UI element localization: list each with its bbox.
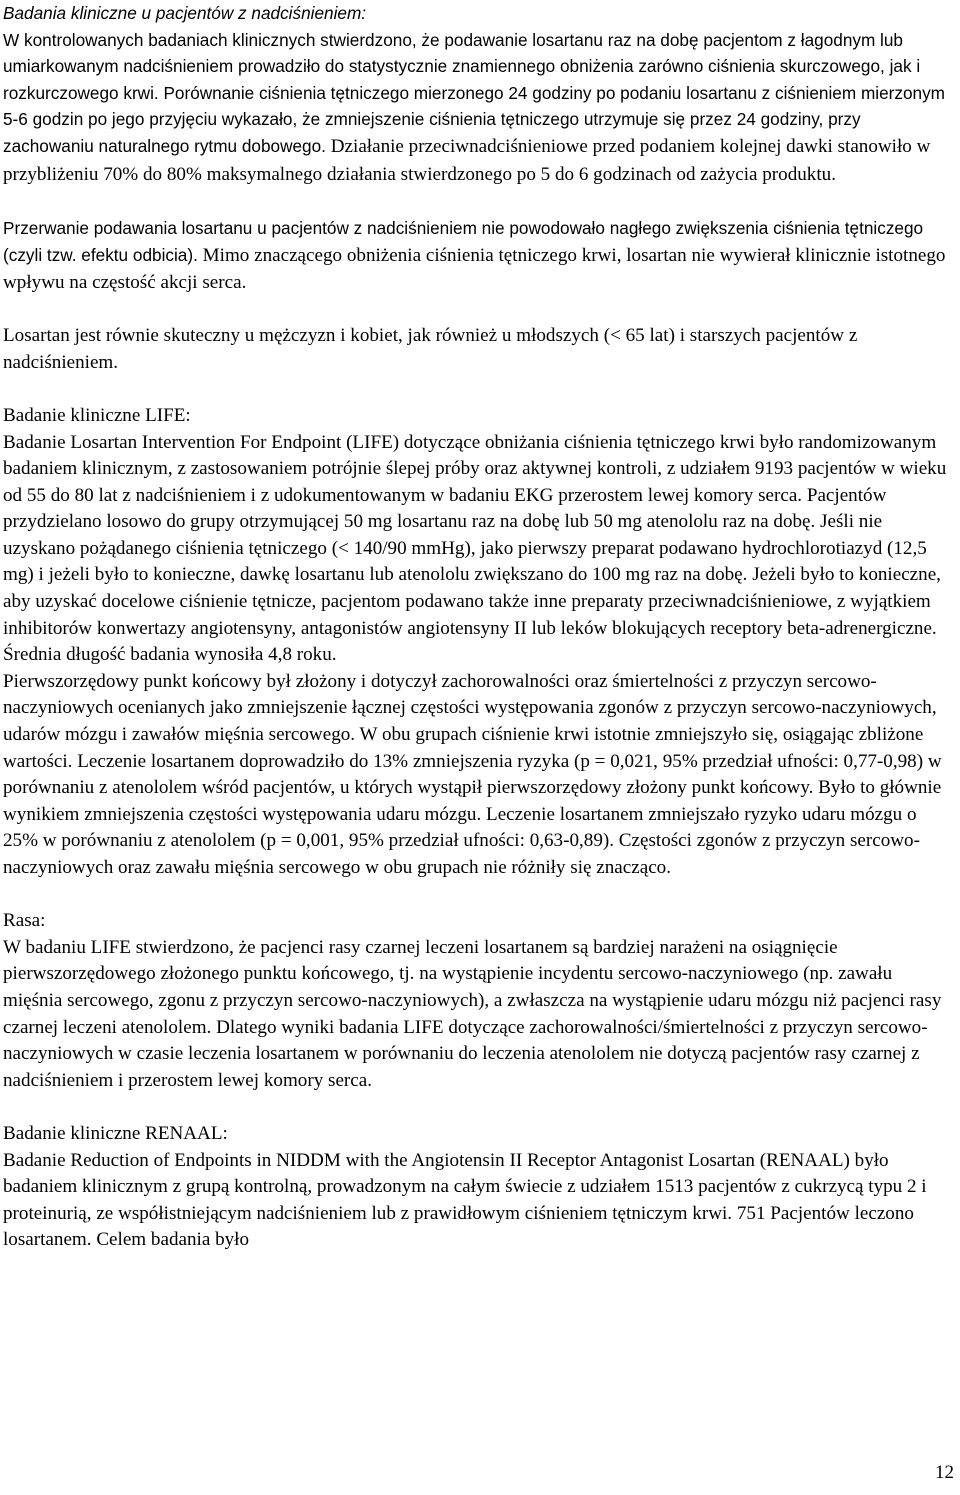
paragraph-gap — [3, 376, 954, 403]
paragraph-gap — [3, 297, 954, 324]
paragraph-text-sans: W kontrolowanych badaniach klinicznych stwierdzono, że podawanie losartanu raz na dobę pacjentom z łagodnym lub umiarkowanym nadciśnieniem prowadziło do statystycznie znamiennego obniżenia zarówno ciśnienia skurczowego, jak i rozkurczowego krwi. — [3, 29, 921, 103]
section-heading-life: Badanie kliniczne LIFE: — [3, 404, 191, 426]
paragraph-rasa: W badaniu LIFE stwierdzono, że pacjenci rasy czarnej leczeni losartanem są bardziej narażeni na osiągnięcie pierwszorzędowego złożonego punktu końcowego, tj. na wystąpienie incydentu sercowo-naczyniowego (np. zawału mięśnia sercowego, zgonu z przyczyn sercowo-naczyniowych), a zwłaszcza na wystąpienie udaru mózgu niż pacjenci rasy czarnej leczeni atenololem. Dlatego wyniki badania LIFE dotyczące zachorowalności/śmiertelności z przyczyn sercowo-naczyniowych w czasie leczenia losartanem w porównaniu do leczenia atenololem nie dotyczą pacjentów rasy czarnej z nadciśnieniem i przerostem lewej komory serca. — [3, 936, 942, 1091]
document-page — [3, 0, 954, 1254]
paragraph-text: Porównanie ciśnienia tętniczego mierzonego 24 godziny po podaniu losartanu z ciśnieniem mierzonym 5-6 godzin po jego przyjęciu wykazało, że zmniejszenie ciśnienia tętniczego utrzymuje się przez 24 godziny, przy zachowaniu naturalnego rytmu dobowego. — [3, 82, 945, 156]
paragraph-text-sans: Przerwanie podawania losartanu u pacjentów z nadciśnieniem nie powodowało nagłego zwiększenia ciśnienia tętniczego (czyli tzw. efektu odbicia). — [3, 217, 924, 266]
page-number: 12 — [935, 1462, 954, 1483]
paragraph-gap — [3, 188, 954, 215]
paragraph-life-endpoint: Pierwszorzędowy punkt końcowy był złożony i dotyczył zachorowalności oraz śmiertelności z przyczyn sercowo-naczyniowych ocenianych jako zmniejszenie łącznej częstości występowania zgonów z przyczyn sercowo-naczyniowych, udarów mózgu i zawałów mięśnia sercowego. W obu grupach ciśnienie krwi istotnie zmniejszyło się, osiągając zbliżone wartości. Leczenie losartanem doprowadziło do 13% zmniejszenia ryzyka (p = 0,021, 95% przedział ufności: 0,77-0,98) w porównaniu z atenololem wśród pacjentów, u których wystąpił pierwszorzędowy złożony punkt końcowy. Było to głównie wynikiem zmniejszenia częstości występowania udaru mózgu. Leczenie losartanem zmniejszało ryzyko udaru mózgu o 25% w porównaniu z atenololem (p = 0,001, 95% przedział ufności: 0,63-0,89). Częstości zgonów z przyczyn sercowo-naczyniowych oraz zawału mięśnia sercowego w obu grupach nie różniły się znacząco. — [3, 670, 942, 878]
section-heading: Badania kliniczne u pacjentów z nadciśnieniem: — [3, 3, 367, 23]
section-hypertension-trials — [3, 0, 954, 188]
paragraph-efficacy: Losartan jest równie skuteczny u mężczyzn i kobiet, jak również u młodszych (< 65 lat) i starszych pacjentów z nadciśnieniem. — [3, 325, 858, 373]
section-heading-renaal: Badanie kliniczne RENAAL: — [3, 1122, 228, 1144]
paragraph-text: Działanie przeciwnadciśnieniowe przed podaniem kolejnej dawki stanowiło w przybliżeniu 70% do 80% maksymalnego działania stwierdzonego po 5 do 6 godzinach od zażycia produktu. — [3, 135, 931, 185]
paragraph-text: Mimo znaczącego obniżenia ciśnienia tętniczego krwi, losartan nie wywierał klinicznie istotnego wpływu na częstość akcji serca. — [3, 245, 946, 293]
paragraph-renaal: Badanie Reduction of Endpoints in NIDDM with the Angiotensin II Receptor Antagonist Losartan (RENAAL) było badaniem klinicznym z grupą kontrolną, prowadzonym na całym świecie z udziałem 1513 pacjentów z cukrzycą typu 2 i proteinurią, ze współistniejącym nadciśnieniem lub z prawidłowym ciśnieniem tętniczym krwi. 751 Pacjentów leczono losartanem. Celem badania było — [3, 1149, 927, 1251]
paragraph-gap — [3, 882, 954, 909]
section-heading-rasa: Rasa: — [3, 910, 46, 932]
paragraph-rebound — [3, 215, 954, 297]
paragraph-gap — [3, 1094, 954, 1121]
paragraph-life-design: Badanie Losartan Intervention For Endpoint (LIFE) dotyczące obniżania ciśnienia tętniczego krwi było randomizowanym badaniem klinicznym, z zastosowaniem potrójnie ślepej próby oraz aktywnej kontroli, z udziałem 9193 pacjentów w wieku od 55 do 80 lat z nadciśnieniem i z udokumentowanym w badaniu EKG przerostem lewej komory serca. Pacjentów przydzielano losowo do grupy otrzymującej 50 mg losartanu raz na dobę lub 50 mg atenololu raz na dobę. Jeśli nie uzyskano pożądanego ciśnienia tętniczego (< 140/90 mmHg), jako pierwszy preparat podawano hydrochlorotiazyd (12,5 mg) i jeżeli było to konieczne, dawkę losartanu lub atenololu zwiększano do 100 mg raz na dobę. Jeżeli było to konieczne, aby uzyskać docelowe ciśnienie tętnicze, pacjentom podawano także inne preparaty przeciwnadciśnieniowe, z wyjątkiem inhibitorów konwertazy angiotensyny, antagonistów angiotensyny II lub leków blokujących receptory beta-adrenergiczne. Średnia długość badania wynosiła 4,8 roku. — [3, 431, 947, 666]
